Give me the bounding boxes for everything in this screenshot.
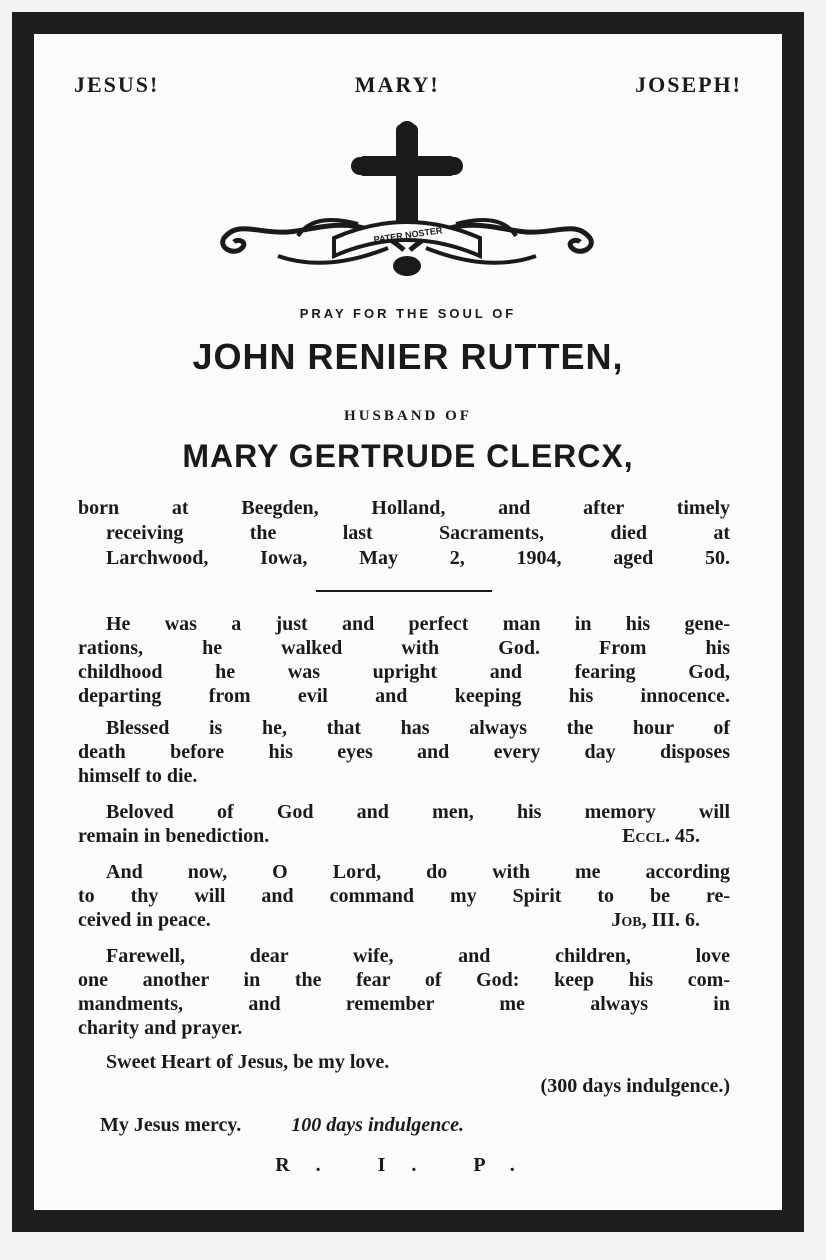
header-mary: MARY!	[354, 72, 440, 97]
indulgence-100: 100 days indulgence.	[291, 1114, 465, 1136]
header-jesus: JESUS!	[74, 72, 160, 97]
verse-line: He was a just and perfect man in his gene-	[106, 613, 730, 635]
my-jesus-prayer: My Jesus mercy.	[100, 1114, 242, 1136]
verse-line: to thy will and command my Spirit to be re-	[78, 885, 730, 907]
verse-line: rations, he walked with God. From his	[78, 637, 730, 659]
scripture-ref: Job, III. 6.	[611, 909, 700, 931]
verse-line: himself to die.	[78, 765, 198, 787]
bio-line: born at Beegden, Holland, and after timely	[78, 497, 730, 519]
verse-text: ceived in peace.	[78, 909, 211, 931]
verse-line: mandments, and remember me always in	[78, 993, 730, 1015]
rip-initials: R. I. P.	[275, 1154, 541, 1176]
verse-line: childhood he was upright and fearing God,	[78, 661, 730, 683]
verse-line: And now, O Lord, do with me according	[106, 861, 730, 883]
indulgence-300: (300 days indulgence.)	[540, 1075, 730, 1097]
header-joseph: JOSEPH!	[635, 72, 742, 97]
spouse-name: MARY GERTRUDE CLERCX,	[182, 438, 634, 474]
verse-line: one another in the fear of God: keep his com-	[78, 969, 730, 991]
verse-line: departing from evil and keeping his innocence.	[78, 685, 730, 707]
scripture-ref: Eccl. 45.	[622, 825, 700, 847]
banner-text: PATER NOSTER	[373, 225, 443, 245]
bio-line: Larchwood, Iowa, May 2, 1904, aged 50.	[106, 547, 730, 569]
husband-of-label: HUSBAND OF	[344, 408, 472, 424]
verse-line: Beloved of God and men, his memory will	[106, 801, 730, 823]
verse-line-with-ref	[78, 824, 730, 848]
pray-for-heading: PRAY FOR THE SOUL OF	[299, 306, 517, 321]
divider-rule	[316, 590, 492, 592]
verse-line: Farewell, dear wife, and children, love	[106, 945, 730, 967]
verse-line-with-ref	[78, 908, 730, 932]
cross-ornament-icon	[208, 120, 608, 280]
verse-line: death before his eyes and every day disposes	[78, 741, 730, 763]
my-jesus-row	[100, 1114, 720, 1137]
deceased-name: JOHN RENIER RUTTEN,	[192, 336, 624, 377]
verse-text: remain in benediction.	[78, 825, 270, 847]
verse-line: charity and prayer.	[78, 1017, 243, 1039]
sweet-heart-prayer: Sweet Heart of Jesus, be my love.	[106, 1051, 390, 1073]
memorial-card	[34, 34, 782, 1210]
header-row	[34, 72, 782, 98]
verse-line: Blessed is he, that has always the hour of	[106, 717, 730, 739]
bio-line: receiving the last Sacraments, died at	[106, 522, 730, 544]
